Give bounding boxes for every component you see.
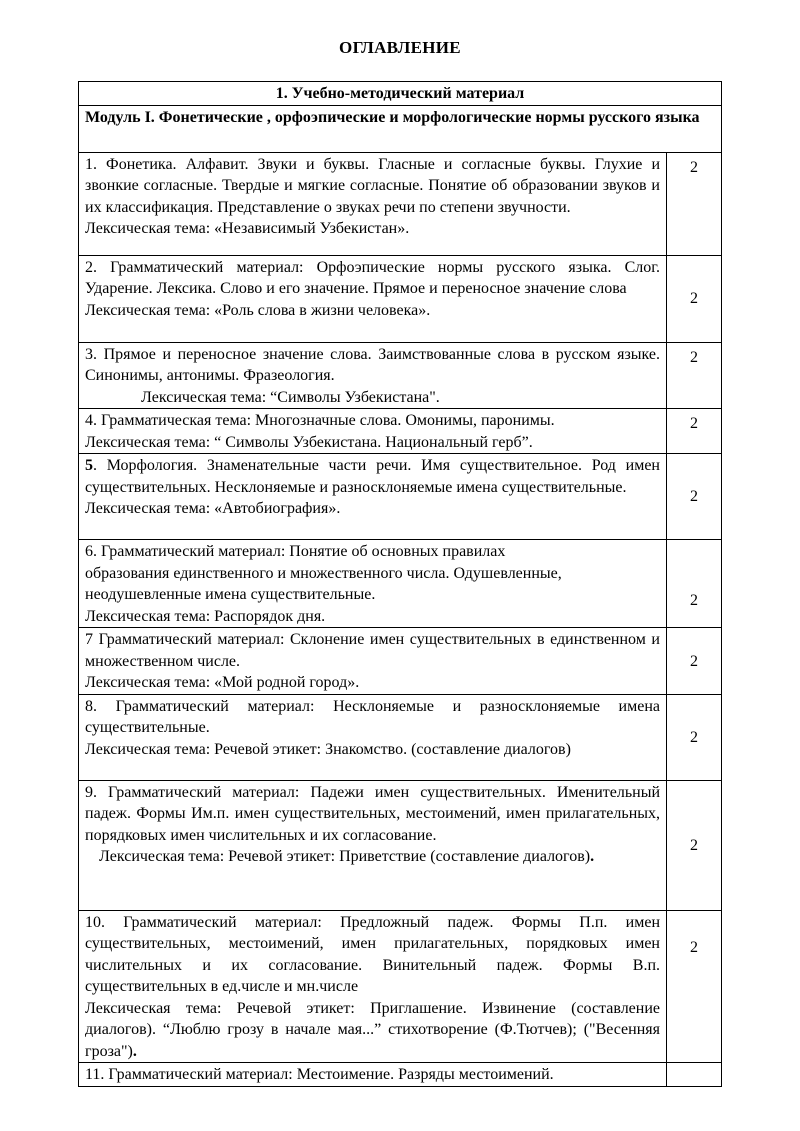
row-text: 11. Грамматический материал: Местоимение. Разряды местоимений. <box>85 1066 554 1083</box>
row-hours <box>667 1063 722 1087</box>
row-hours: 2 <box>667 454 722 540</box>
section-header-row <box>79 82 722 106</box>
table-row <box>79 255 722 342</box>
row-hours: 2 <box>667 780 722 910</box>
row-text: 4. Грамматическая тема: Многозначные слова. Омонимы, паронимы. <box>85 412 555 429</box>
row-theme: Лексическая тема: Речевой этикет: Знакомство. (составление диалогов) <box>85 740 571 758</box>
row-theme: Лексическая тема: Речевой этикет: Приглашение. Извинение (составление диалогов). “Люблю грозу в начале мая...” стихотворение (Ф.Тютчев); ("Весенняя гроза") <box>85 999 660 1060</box>
row-text: 10. Грамматический материал: Предложный падеж. Формы П.п. имен существительных, местоимений, имен прилагательных, порядковых имен числительных и их согласование. Винительный падеж. Формы В.п. существительных в ед.числе и мн.числе <box>85 913 660 995</box>
row-hours: 2 <box>667 152 722 255</box>
table-row <box>79 694 722 780</box>
row-hours: 2 <box>667 628 722 695</box>
row-theme: Лексическая тема: «Автобиография». <box>85 500 341 517</box>
row-theme: Лексическая тема: «Роль слова в жизни человека». <box>85 301 431 319</box>
row-content <box>79 910 667 1063</box>
row-content <box>79 409 667 454</box>
row-theme: Лексическая тема: Речевой этикет: Приветствие (составление диалогов) <box>99 848 591 865</box>
row-content <box>79 1063 667 1087</box>
row-text: 3. Прямое и переносное значение слова. Заимствованные слова в русском языке. Синонимы, антонимы. Фразеология. <box>85 345 660 384</box>
row-hours: 2 <box>667 255 722 342</box>
table-row <box>79 540 722 628</box>
module-title: Модуль I. Фонетические , орфоэпические и морфологические нормы русского языка <box>79 105 722 152</box>
row-hours: 2 <box>667 910 722 1063</box>
row-theme-tail: . <box>590 848 595 865</box>
row-text: 2. Грамматический материал: Орфоэпические нормы русского языка. Слог. Ударение. Лексика. Слово и его значение. Прямое и переносное значение слова <box>85 258 660 297</box>
row-content <box>79 342 667 409</box>
toc-table <box>78 81 722 1087</box>
table-row <box>79 409 722 454</box>
row-theme: Лексическая тема: “Символы Узбекистана". <box>141 388 440 406</box>
module-row <box>79 105 722 152</box>
table-row <box>79 152 722 255</box>
row-text: 9. Грамматический материал: Падежи имен существительных. Именительный падеж. Формы Им.п. имен существительных, местоимений, имен прилагательных, порядковых имен числительных и их согласование. <box>85 783 660 844</box>
table-row <box>79 780 722 910</box>
row-hours: 2 <box>667 409 722 454</box>
row-hours: 2 <box>667 342 722 409</box>
row-text-line: неодушевленные имена существительные. <box>85 586 376 603</box>
row-theme: Лексическая тема: “ Символы Узбекистана. Национальный герб”. <box>85 433 533 451</box>
row-theme-line <box>85 846 660 868</box>
row-theme-line <box>85 998 660 1063</box>
row-content <box>79 628 667 695</box>
row-theme: Лексическая тема: «Независимый Узбекистан». <box>85 220 410 237</box>
section-header: 1. Учебно-методический материал <box>79 82 722 106</box>
table-row <box>79 342 722 409</box>
table-row <box>79 1063 722 1087</box>
row-theme: Лексическая тема: Распорядок дня. <box>85 607 326 625</box>
table-row <box>79 628 722 695</box>
row-text-line: 6. Грамматический материал: Понятие об основных правилах <box>85 543 506 560</box>
row-content <box>79 694 667 780</box>
row-theme: Лексическая тема: «Мой родной город». <box>85 674 360 691</box>
row-theme-tail: . <box>132 1042 137 1060</box>
row-content <box>79 152 667 255</box>
row-hours: 2 <box>667 540 722 628</box>
row-text: . Морфология. Знаменательные части речи. Имя существительное. Род имен существительных. Несклоняемые и разносклоняемые имена существительные. <box>85 457 660 496</box>
row-number: 5 <box>85 457 93 474</box>
row-text: 7 Грамматический материал: Склонение имен существительных в единственном и множественном числе. <box>85 631 660 670</box>
row-content <box>79 540 667 628</box>
row-text: 1. Фонетика. Алфавит. Звуки и буквы. Гласные и согласные буквы. Глухие и звонкие согласные. Твердые и мягкие согласные. Понятие об образовании звуков и их классификация. Представление о звуках речи по степени звучности. <box>85 155 660 216</box>
table-row <box>79 910 722 1063</box>
page-title: ОГЛАВЛЕНИЕ <box>339 38 461 57</box>
row-hours: 2 <box>667 694 722 780</box>
table-row <box>79 454 722 540</box>
row-content <box>79 255 667 342</box>
row-content <box>79 454 667 540</box>
row-text: 8. Грамматический материал: Несклоняемые и разносклоняемые имена существительные. <box>85 697 660 736</box>
row-text-line: образования единственного и множественного числа. Одушевленные, <box>85 564 562 582</box>
row-content <box>79 780 667 910</box>
